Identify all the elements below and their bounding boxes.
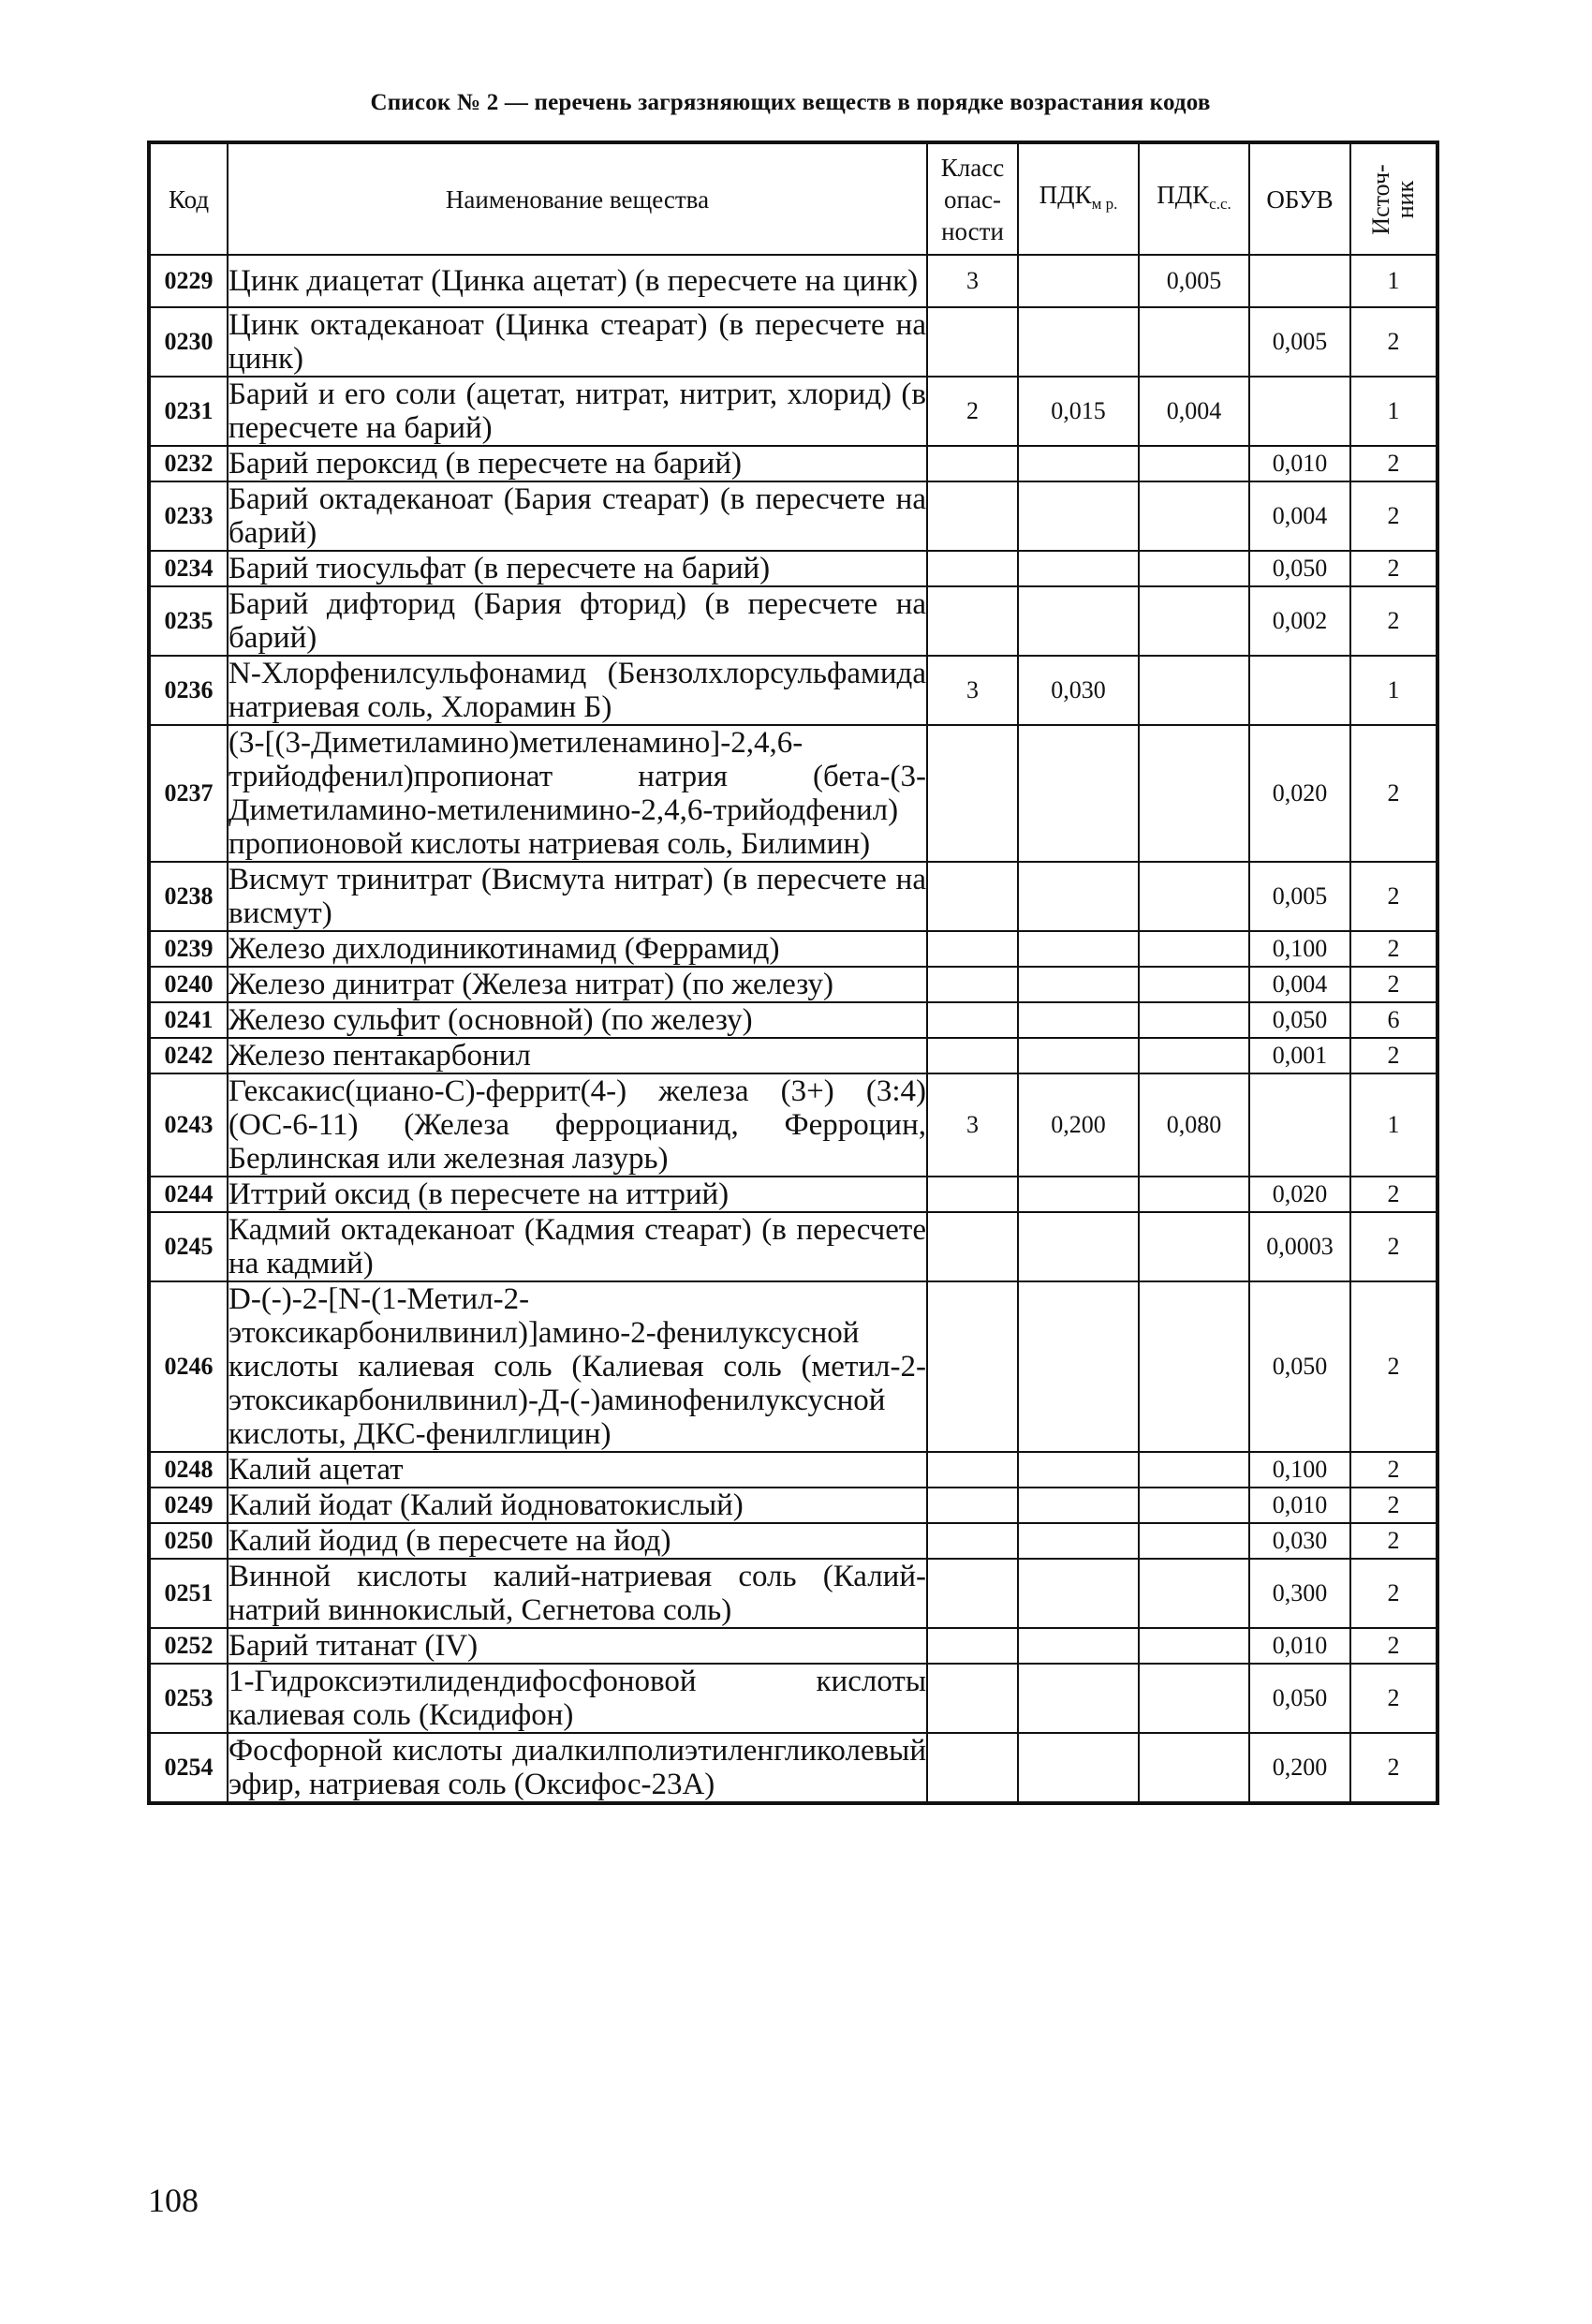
row-pdk-mr [1018, 1523, 1139, 1559]
row-code: 0246 [149, 1281, 228, 1452]
row-pdk-ss [1139, 446, 1249, 481]
row-name: Калий йодат (Калий йодноватокислый) [228, 1488, 927, 1523]
table-row [149, 656, 1437, 725]
row-class: 3 [927, 1073, 1018, 1177]
table-row [149, 967, 1437, 1002]
row-pdk-mr [1018, 1733, 1139, 1803]
row-source: 2 [1350, 446, 1437, 481]
row-source: 2 [1350, 1177, 1437, 1212]
row-obuv: 0,005 [1249, 862, 1350, 931]
row-name: Барий тиосульфат (в пересчете на барий) [228, 551, 927, 586]
row-code: 0232 [149, 446, 228, 481]
table-row [149, 377, 1437, 446]
row-class [927, 1212, 1018, 1281]
row-obuv: 0,050 [1249, 1002, 1350, 1038]
header-pdk-mr-main: ПДК [1039, 180, 1092, 209]
row-name: Железо пентакарбонил [228, 1038, 927, 1073]
row-name: Кадмий октадеканоат (Кадмия стеарат) (в пересчете на кадмий) [228, 1213, 926, 1280]
row-code: 0253 [149, 1664, 228, 1733]
row-pdk-mr [1018, 307, 1139, 377]
row-pdk-ss [1139, 551, 1249, 586]
row-obuv: 0,004 [1249, 967, 1350, 1002]
table-row [149, 725, 1437, 862]
row-class: 3 [927, 656, 1018, 725]
row-obuv: 0,100 [1249, 931, 1350, 967]
row-code: 0235 [149, 586, 228, 656]
row-obuv: 0,005 [1249, 307, 1350, 377]
row-pdk-ss [1139, 1281, 1249, 1452]
row-name: Барий октадеканоат (Бария стеарат) (в пересчете на барий) [228, 482, 926, 550]
row-name: 1-Гидроксиэтилидендифосфоновой кислоты калиевая соль (Ксидифон) [228, 1665, 926, 1732]
page-title: Список № 2 — перечень загрязняющих веществ в порядке возрастания кодов [370, 90, 1211, 115]
row-source: 1 [1350, 377, 1437, 446]
header-name: Наименование вещества [228, 142, 927, 255]
row-class [927, 862, 1018, 931]
row-class [927, 481, 1018, 551]
row-class [927, 1664, 1018, 1733]
row-code: 0236 [149, 656, 228, 725]
row-class [927, 1559, 1018, 1628]
row-source: 2 [1350, 1664, 1437, 1733]
row-code: 0233 [149, 481, 228, 551]
row-code: 0230 [149, 307, 228, 377]
row-pdk-mr [1018, 1559, 1139, 1628]
table-row [149, 1523, 1437, 1559]
row-pdk-mr [1018, 725, 1139, 862]
row-obuv: 0,200 [1249, 1733, 1350, 1803]
row-class [927, 551, 1018, 586]
row-code: 0242 [149, 1038, 228, 1073]
row-pdk-ss [1139, 931, 1249, 967]
row-obuv: 0,020 [1249, 1177, 1350, 1212]
row-name: Железо динитрат (Железа нитрат) (по железу) [228, 967, 927, 1002]
row-obuv: 0,100 [1249, 1452, 1350, 1488]
row-source: 2 [1350, 862, 1437, 931]
row-obuv: 0,004 [1249, 481, 1350, 551]
row-obuv [1249, 255, 1350, 307]
row-source: 6 [1350, 1002, 1437, 1038]
row-name: Барий титанат (IV) [228, 1628, 927, 1664]
row-pdk-ss [1139, 1038, 1249, 1073]
row-pdk-ss [1139, 862, 1249, 931]
row-obuv: 0,050 [1249, 551, 1350, 586]
header-source-line1: Источ- [1367, 163, 1394, 235]
row-obuv: 0,050 [1249, 1664, 1350, 1733]
row-pdk-mr [1018, 446, 1139, 481]
table-row [149, 1212, 1437, 1281]
row-code: 0239 [149, 931, 228, 967]
row-code: 0251 [149, 1559, 228, 1628]
row-name: Калий йодид (в пересчете на йод) [228, 1523, 927, 1559]
header-source [1350, 142, 1437, 255]
row-pdk-mr [1018, 551, 1139, 586]
table-row [149, 1073, 1437, 1177]
header-class-line2: опас- [944, 185, 1001, 214]
row-obuv: 0,010 [1249, 1628, 1350, 1664]
row-code: 0234 [149, 551, 228, 586]
row-code: 0237 [149, 725, 228, 862]
row-pdk-ss: 0,004 [1139, 377, 1249, 446]
row-obuv: 0,020 [1249, 725, 1350, 862]
table-row [149, 931, 1437, 967]
table-row [149, 1177, 1437, 1212]
row-name: Цинк октадеканоат (Цинка стеарат) (в пересчете на цинк) [228, 308, 926, 376]
row-code: 0254 [149, 1733, 228, 1803]
row-source: 1 [1350, 255, 1437, 307]
row-source: 1 [1350, 656, 1437, 725]
row-source: 2 [1350, 1559, 1437, 1628]
row-pdk-ss [1139, 307, 1249, 377]
row-pdk-ss [1139, 1212, 1249, 1281]
row-code: 0231 [149, 377, 228, 446]
row-obuv: 0,0003 [1249, 1212, 1350, 1281]
row-pdk-mr [1018, 1177, 1139, 1212]
row-code: 0243 [149, 1073, 228, 1177]
row-pdk-ss [1139, 1733, 1249, 1803]
row-class: 3 [927, 255, 1018, 307]
row-code: 0252 [149, 1628, 228, 1664]
row-pdk-mr [1018, 862, 1139, 931]
row-pdk-mr [1018, 1038, 1139, 1073]
row-class [927, 1452, 1018, 1488]
row-code: 0250 [149, 1523, 228, 1559]
row-pdk-mr [1018, 1452, 1139, 1488]
row-source: 2 [1350, 1733, 1437, 1803]
row-pdk-ss [1139, 586, 1249, 656]
table-row [149, 307, 1437, 377]
row-name: Барий и его соли (ацетат, нитрат, нитрит, хлорид) (в пересчете на барий) [228, 377, 926, 445]
header-source-text [1369, 164, 1418, 234]
row-name: Висмут тринитрат (Висмута нитрат) (в пересчете на висмут) [228, 863, 926, 930]
row-obuv [1249, 377, 1350, 446]
row-source: 2 [1350, 481, 1437, 551]
row-pdk-mr [1018, 255, 1139, 307]
row-source: 1 [1350, 1073, 1437, 1177]
table-row [149, 1038, 1437, 1073]
table-row [149, 481, 1437, 551]
row-obuv: 0,300 [1249, 1559, 1350, 1628]
row-name: Калий ацетат [228, 1452, 927, 1488]
row-class [927, 307, 1018, 377]
row-name: Цинк диацетат (Цинка ацетат) (в пересчете на цинк) [228, 255, 927, 307]
table-row [149, 551, 1437, 586]
row-pdk-ss [1139, 967, 1249, 1002]
header-class-line1: Класс [940, 153, 1005, 182]
row-name: D-(-)-2-[N-(1-Метил-2-этоксикарбонилвинил)]амино-2-фенилуксусной кислоты калиевая соль (Калиевая соль (метил-2-этоксикарбонилвинил)-Д-(-)аминофенилуксусной кислоты, ДКС-фенилглицин) [228, 1282, 926, 1451]
row-source: 2 [1350, 1212, 1437, 1281]
table-row [149, 1628, 1437, 1664]
row-class [927, 1177, 1018, 1212]
row-class [927, 586, 1018, 656]
row-code: 0241 [149, 1002, 228, 1038]
substances-table [147, 141, 1439, 1805]
row-pdk-mr [1018, 1628, 1139, 1664]
row-pdk-ss [1139, 1628, 1249, 1664]
table-row [149, 1559, 1437, 1628]
row-pdk-ss [1139, 1523, 1249, 1559]
header-row [149, 142, 1437, 255]
header-code: Код [149, 142, 228, 255]
row-source: 2 [1350, 1281, 1437, 1452]
row-source: 2 [1350, 725, 1437, 862]
row-pdk-ss [1139, 1177, 1249, 1212]
row-obuv [1249, 1073, 1350, 1177]
row-class [927, 1523, 1018, 1559]
row-class [927, 1628, 1018, 1664]
row-source: 2 [1350, 307, 1437, 377]
row-name: Барий дифторид (Бария фторид) (в пересчете на барий) [228, 587, 926, 655]
table-row [149, 255, 1437, 307]
header-pdk-mr-sub: м р. [1091, 194, 1118, 213]
page-number: 108 [148, 2182, 199, 2219]
row-pdk-ss [1139, 1664, 1249, 1733]
header-pdk-mr [1018, 142, 1139, 255]
row-obuv: 0,010 [1249, 446, 1350, 481]
row-obuv: 0,001 [1249, 1038, 1350, 1073]
row-class [927, 931, 1018, 967]
row-code: 0245 [149, 1212, 228, 1281]
table-row [149, 1002, 1437, 1038]
row-class: 2 [927, 377, 1018, 446]
row-class [927, 1733, 1018, 1803]
row-code: 0229 [149, 255, 228, 307]
row-pdk-ss [1139, 1452, 1249, 1488]
table-row [149, 1664, 1437, 1733]
table-row [149, 446, 1437, 481]
row-pdk-ss [1139, 1488, 1249, 1523]
row-class [927, 1281, 1018, 1452]
row-name: Винной кислоты калий-натриевая соль (Калий-натрий виннокислый, Сегнетова соль) [228, 1560, 926, 1627]
row-pdk-mr [1018, 586, 1139, 656]
row-obuv: 0,050 [1249, 1281, 1350, 1452]
table-row [149, 1281, 1437, 1452]
row-name: Железо сульфит (основной) (по железу) [228, 1002, 927, 1038]
row-source: 2 [1350, 931, 1437, 967]
row-name: (3-[(3-Диметиламино)метиленамино]-2,4,6-трийодфенил)пропионат натрия (бета-(3-Диметиламино-метиленимино-2,4,6-трийодфенил) пропионовой кислоты натриевая соль, Билимин) [228, 726, 926, 861]
row-pdk-mr: 0,015 [1018, 377, 1139, 446]
row-name: Барий пероксид (в пересчете на барий) [228, 446, 927, 481]
row-pdk-ss [1139, 1559, 1249, 1628]
table-row [149, 862, 1437, 931]
header-class-line3: ности [941, 216, 1004, 245]
row-pdk-ss [1139, 725, 1249, 862]
row-class [927, 446, 1018, 481]
row-class [927, 725, 1018, 862]
row-pdk-ss: 0,080 [1139, 1073, 1249, 1177]
row-class [927, 967, 1018, 1002]
row-name: Фосфорной кислоты диалкилполиэтиленгликолевый эфир, натриевая соль (Оксифос-23А) [228, 1734, 926, 1801]
header-obuv: ОБУВ [1249, 142, 1350, 255]
row-name: Железо дихлодиникотинамид (Феррамид) [228, 931, 927, 967]
header-pdk-ss-sub: с.с. [1209, 194, 1231, 213]
row-code: 0244 [149, 1177, 228, 1212]
row-code: 0248 [149, 1452, 228, 1488]
row-pdk-mr [1018, 1281, 1139, 1452]
row-source: 2 [1350, 1452, 1437, 1488]
header-source-line2: ник [1392, 180, 1419, 218]
row-pdk-mr [1018, 1664, 1139, 1733]
row-class [927, 1488, 1018, 1523]
row-pdk-mr [1018, 1212, 1139, 1281]
header-pdk-ss-main: ПДК [1157, 180, 1210, 209]
row-pdk-mr: 0,030 [1018, 656, 1139, 725]
row-pdk-ss [1139, 481, 1249, 551]
row-pdk-mr [1018, 931, 1139, 967]
row-source: 2 [1350, 1628, 1437, 1664]
row-code: 0238 [149, 862, 228, 931]
row-obuv: 0,030 [1249, 1523, 1350, 1559]
row-pdk-mr [1018, 967, 1139, 1002]
row-name: Иттрий оксид (в пересчете на иттрий) [228, 1177, 927, 1212]
header-class [927, 142, 1018, 255]
row-pdk-ss: 0,005 [1139, 255, 1249, 307]
row-source: 2 [1350, 1038, 1437, 1073]
row-pdk-ss [1139, 656, 1249, 725]
row-pdk-mr [1018, 1488, 1139, 1523]
row-name: Гексакис(циано-С)-феррит(4-) железа (3+) (3:4) (ОС-6-11) (Железа ферроцианид, Ферроцин, Берлинская или железная лазурь) [228, 1074, 926, 1176]
row-source: 2 [1350, 1523, 1437, 1559]
row-obuv [1249, 656, 1350, 725]
table-row [149, 1733, 1437, 1803]
row-obuv: 0,010 [1249, 1488, 1350, 1523]
row-pdk-ss [1139, 1002, 1249, 1038]
header-pdk-ss [1139, 142, 1249, 255]
row-obuv: 0,002 [1249, 586, 1350, 656]
row-name: N-Хлорфенилсульфонамид (Бензолхлорсульфамида натриевая соль, Хлорамин Б) [228, 657, 926, 724]
row-pdk-mr [1018, 481, 1139, 551]
row-code: 0249 [149, 1488, 228, 1523]
row-source: 2 [1350, 967, 1437, 1002]
table-row [149, 1452, 1437, 1488]
row-class [927, 1002, 1018, 1038]
row-pdk-mr [1018, 1002, 1139, 1038]
row-pdk-mr: 0,200 [1018, 1073, 1139, 1177]
row-source: 2 [1350, 586, 1437, 656]
row-code: 0240 [149, 967, 228, 1002]
row-class [927, 1038, 1018, 1073]
table-row [149, 1488, 1437, 1523]
row-source: 2 [1350, 1488, 1437, 1523]
row-source: 2 [1350, 551, 1437, 586]
table-row [149, 586, 1437, 656]
